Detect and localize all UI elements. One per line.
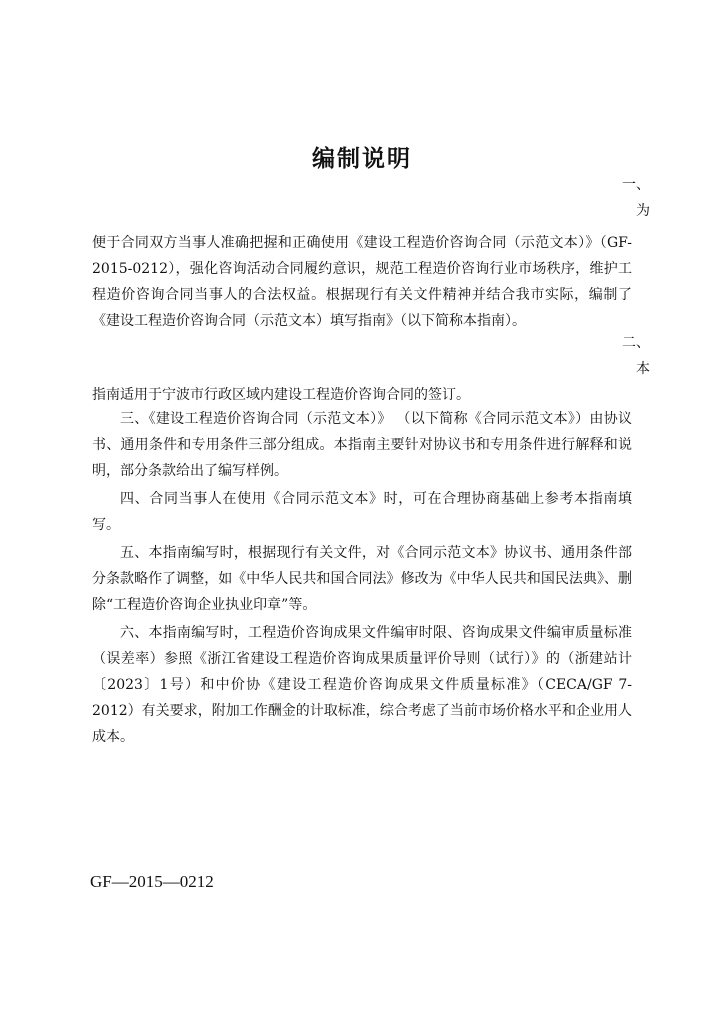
paragraph-3: 三、《建设工程造价咨询合同（示范文本）》 （以下简称《合同示范文本》）由协议书、通用条件和专用条件三部分组成。本指南主要针对协议书和专用条件进行解释和说明，部分条款给出了编写样例。	[92, 411, 632, 479]
section-marker-2: 二、	[622, 335, 650, 351]
paragraph-2: 指南适用于宁波市行政区域内建设工程造价咨询合同的签订。	[92, 387, 470, 403]
paragraph-4: 四、合同当事人在使用《合同示范文本》时，可在合理协商基础上参考本指南填写。	[92, 491, 632, 533]
page-title: 编制说明	[312, 146, 412, 172]
section-marker-1-lead: 为	[636, 203, 650, 219]
section-marker-1: 一、	[622, 177, 650, 193]
paragraph-5: 五、本指南编写时，根据现行有关文件，对《合同示范文本》协议书、通用条件部分条款略作了调整，如《中华人民共和国合同法》修改为《中华人民共和国民法典》、删除“工程造价咨询企业执业印章”等。	[92, 545, 632, 613]
paragraph-6: 六、本指南编写时，工程造价咨询成果文件编审时限、咨询成果文件编审质量标准（误差率）参照《浙江省建设工程造价咨询成果质量评价导则（试行）》的（浙建站计〔2023〕1号）和中价协《建设工程造价咨询成果文件质量标准》（CECA/GF 7-2012）有关要求，附加工作酬金的计取标准，综合考虑了当前市场价格水平和企业用人成本。	[92, 625, 632, 745]
paragraph-1: 便于合同双方当事人准确把握和正确使用《建设工程造价咨询合同（示范文本）》（GF-2015-0212），强化咨询活动合同履约意识，规范工程造价咨询行业市场秩序，维护工程造价咨询合同当事人的合法权益。根据现行有关文件精神并结合我市实际，编制了《建设工程造价咨询合同（示范文本）填写指南》（以下简称本指南）。	[92, 235, 632, 329]
document-code: GF—2015—0212	[90, 872, 214, 891]
section-marker-2-lead: 本	[636, 361, 650, 377]
